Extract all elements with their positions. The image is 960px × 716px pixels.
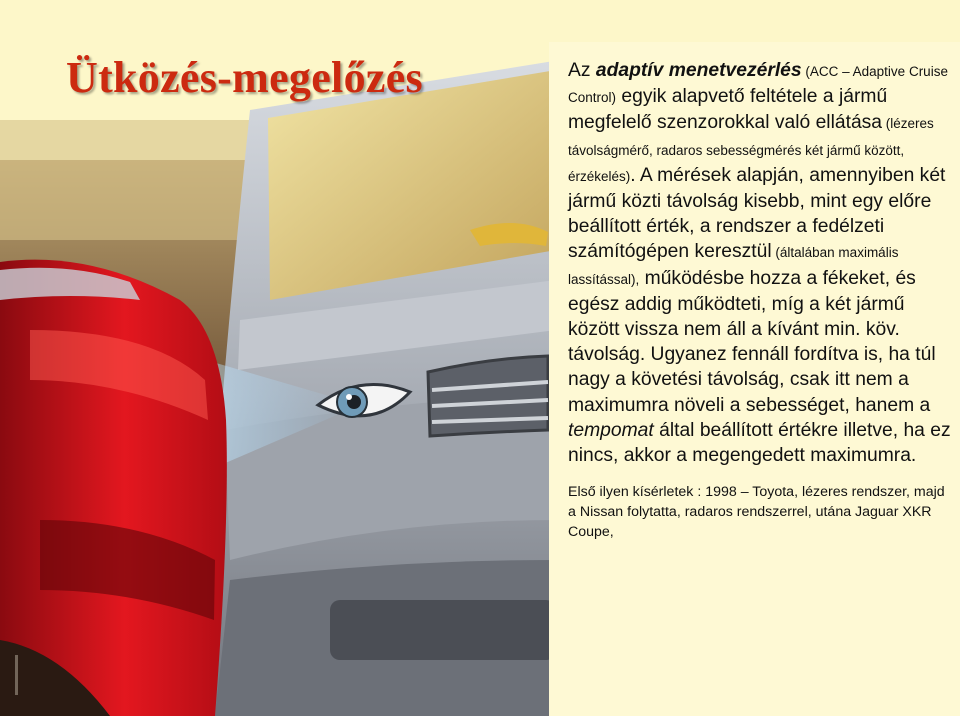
text-span: Az bbox=[568, 60, 596, 81]
text-span-small: (ACC – Adaptive Cruise Control) bbox=[568, 64, 948, 106]
text-span: . A mérések alapján, amennyiben két jármű közti távolság kisebb, mint egy előre beállított érték, a rendszer a fedélzeti számítógépen keresztül bbox=[568, 164, 946, 263]
text-span-small: (lézeres távolságmérő, radaros sebességmérés két jármű között, érzékelés) bbox=[568, 116, 934, 184]
slide-title: Ütközés-megelőzés bbox=[66, 53, 423, 102]
text-span-small: (általában maximális lassítással), bbox=[568, 245, 899, 287]
text-span: működésbe hozza a fékeket, és egész addig működteti, míg a két jármű között vissza nem áll a kívánt min. köv. távolság. Ugyanez fennáll fordítva is, ha túl nagy a követési távolság, csak itt nem a maximumra növeli a sebességet, hanem a bbox=[568, 267, 936, 416]
red-car bbox=[0, 260, 227, 716]
body-text bbox=[568, 58, 952, 542]
text-span: által beállított értékre illetve, ha ez nincs, akkor a megengedett maximumra. bbox=[568, 419, 951, 467]
photo-credit-watermark bbox=[12, 655, 22, 695]
paragraph-history: Első ilyen kísérletek : 1998 – Toyota, lézeres rendszer, majd a Nissan folytatta, radaros rendszerrel, utána Jaguar XKR Coupe, bbox=[568, 484, 945, 541]
paragraph-main bbox=[568, 58, 952, 468]
grille bbox=[428, 356, 548, 436]
term-tempomat: tempomat bbox=[568, 419, 654, 441]
text-span: egyik alapvető feltétele a jármű megfelelő szenzorokkal való ellátása bbox=[568, 86, 888, 134]
term-acc: adaptív menetvezérlés bbox=[595, 60, 802, 81]
